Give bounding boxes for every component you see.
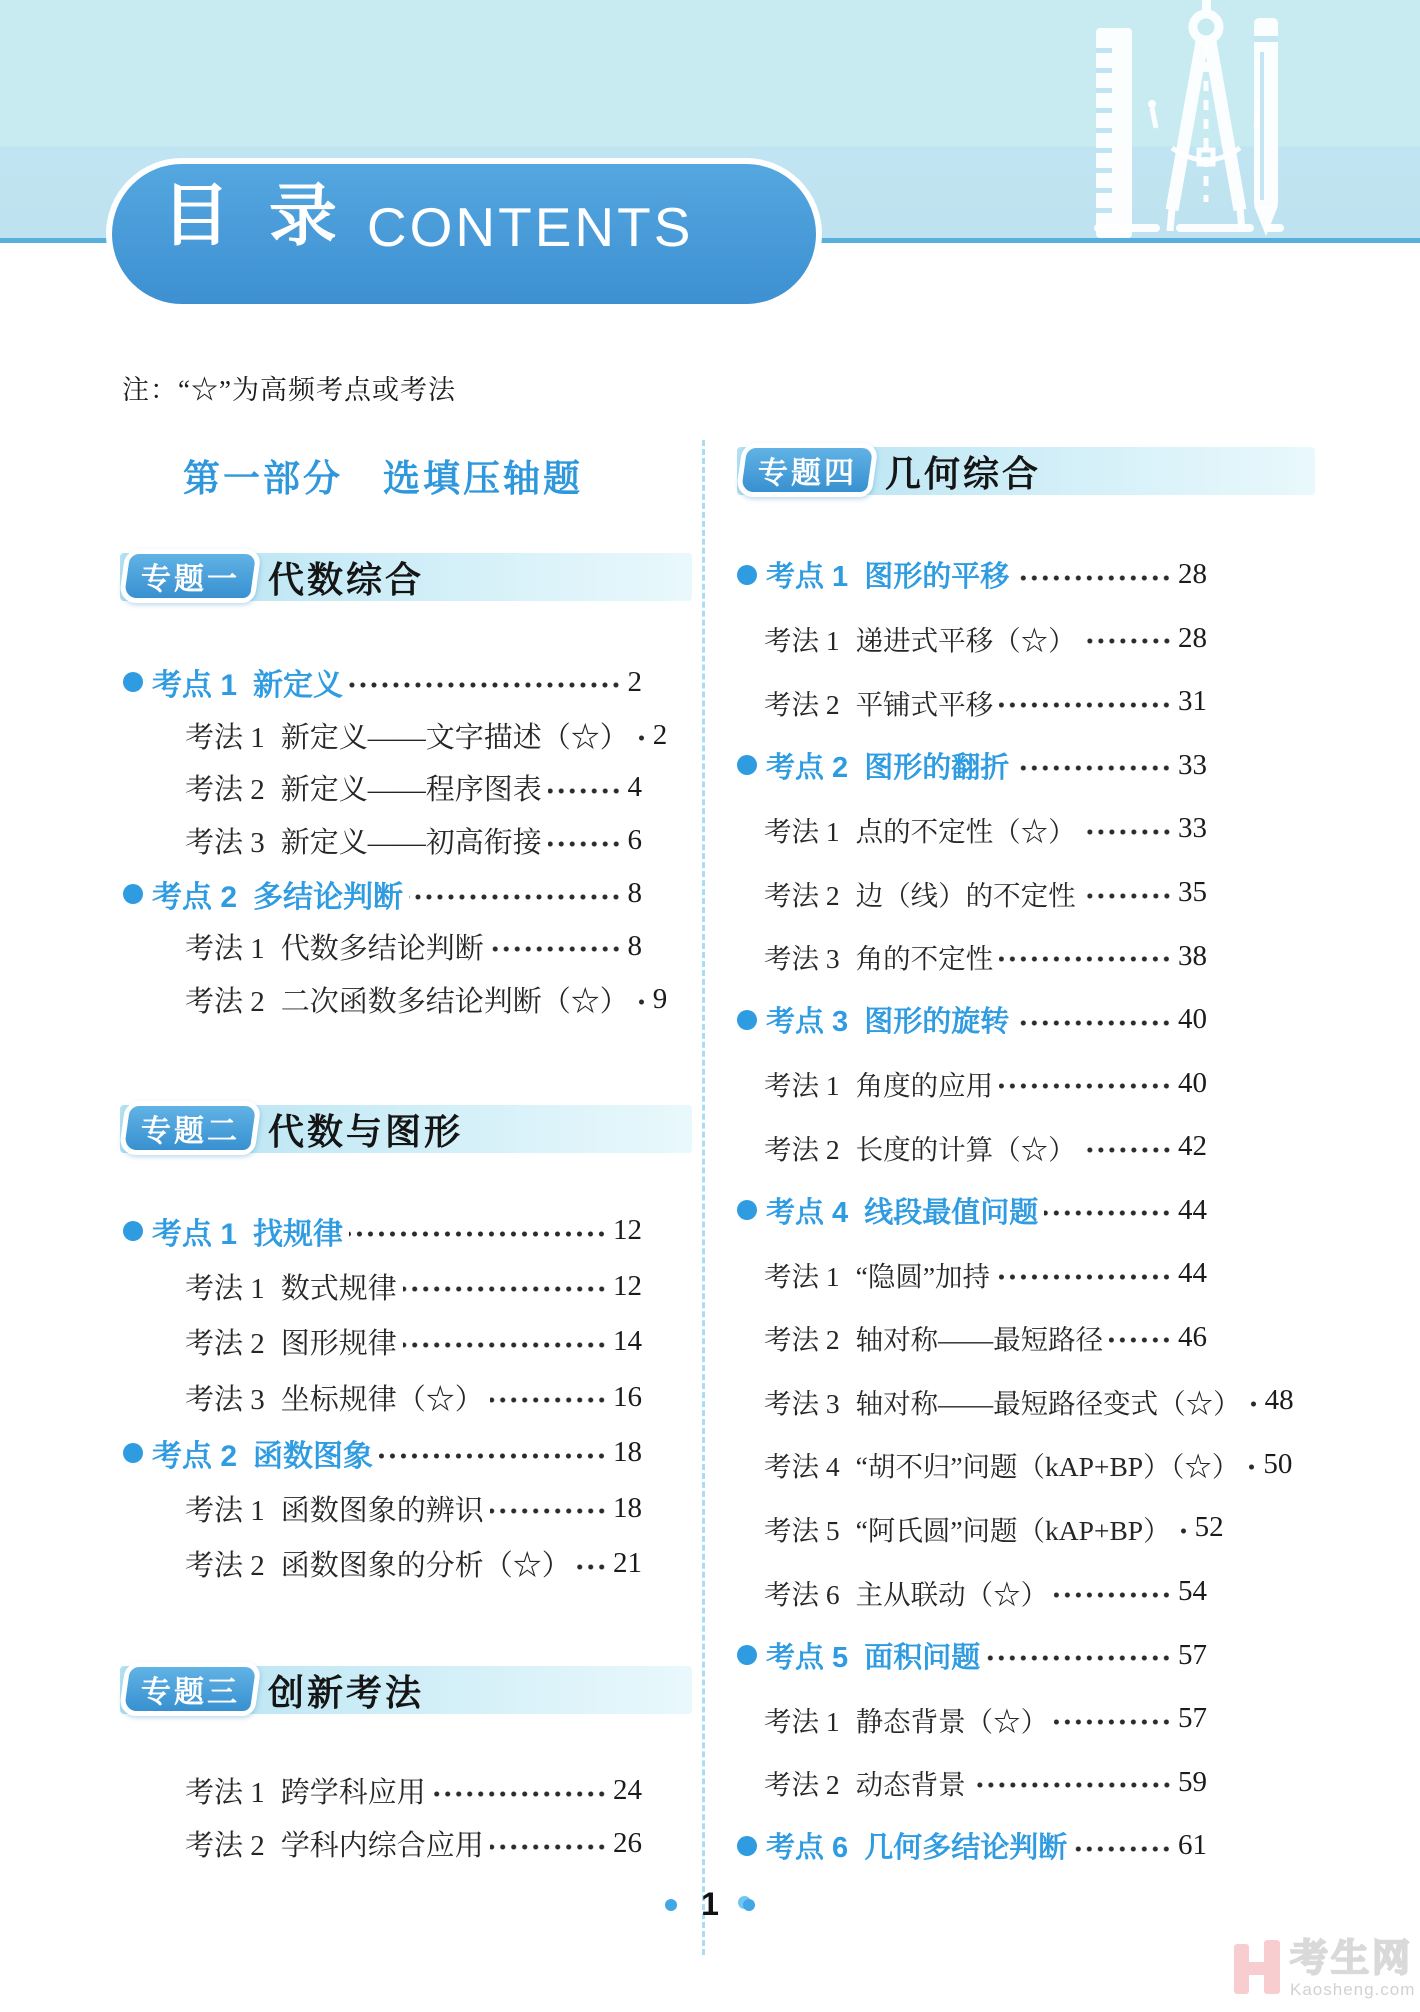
watermark-site-name: 考生网 [1290, 1938, 1414, 1980]
entry-label: 考法 2 [185, 1830, 265, 1862]
dot-leader [986, 1653, 1172, 1663]
entry-label: 考法 1 [764, 1705, 840, 1737]
entry-title: 图形规律 [280, 1328, 397, 1361]
entry-title: 代数多结论判断 [280, 932, 484, 965]
dot-leader [1015, 573, 1172, 583]
entry-label: 考法 1 [764, 1260, 840, 1292]
entry-page: 33 [1178, 812, 1207, 845]
entry-label: 考法 3 [764, 1387, 840, 1419]
toc-entry [737, 924, 1207, 988]
dot-leader [1015, 1018, 1172, 1028]
dot-leader [1082, 636, 1172, 646]
entry-label: 考点 1 [152, 1217, 238, 1251]
toc-entry [123, 1425, 642, 1481]
toc-list-algebra-graph [123, 1203, 642, 1592]
entry-title: 数式规律 [280, 1272, 397, 1305]
entry-page: 54 [1178, 1575, 1207, 1608]
bullet-icon [737, 1836, 757, 1856]
toc-list-innovative [123, 1764, 642, 1870]
entry-page: 33 [1178, 748, 1207, 781]
dot-leader [349, 1229, 607, 1239]
entry-title: 线段最值问题 [864, 1196, 1039, 1229]
entry-page: 28 [1178, 621, 1207, 654]
entry-title: 图形的翻折 [864, 751, 1010, 784]
entry-page: 35 [1178, 876, 1207, 908]
dot-leader [1073, 1844, 1172, 1854]
star-note: 注：“☆”为高频考点或考法 [122, 375, 456, 405]
dot-leader [999, 1081, 1172, 1091]
toc-entry [737, 1560, 1207, 1624]
entry-title: 角的不定性 [855, 943, 994, 975]
entry-title: 坐标规律（☆） [280, 1383, 484, 1416]
toc-entry [123, 709, 668, 762]
dot-leader [1177, 1526, 1189, 1536]
entry-page: 6 [627, 824, 642, 857]
entry-label: 考法 2 [185, 1328, 265, 1361]
toc-entry [737, 861, 1207, 925]
page-number: 1 [701, 1886, 719, 1922]
entry-page: 28 [1178, 558, 1207, 591]
section-badge-label: 专题一 [140, 563, 240, 596]
entry-title: 函数图象的辨识 [280, 1494, 484, 1527]
toc-entry [737, 1306, 1207, 1370]
entry-label: 考法 2 [185, 985, 265, 1018]
section-title: 几何综合 [885, 452, 1042, 494]
entry-page: 12 [613, 1269, 642, 1302]
dot-leader [1109, 1335, 1172, 1345]
contents-title-cn: 目 录 [162, 178, 347, 254]
dot-leader [577, 1562, 607, 1572]
section-badge-label: 专题四 [757, 457, 857, 490]
entry-label: 考点 1 [766, 561, 849, 594]
section-badge-2 [118, 1101, 262, 1155]
dot-leader [490, 944, 622, 954]
entry-label: 考法 2 [764, 879, 840, 911]
toc-entry [123, 920, 642, 973]
entry-label: 考法 3 [764, 943, 840, 975]
toc-entry [123, 1259, 642, 1315]
entry-label: 考法 3 [185, 1383, 265, 1416]
dot-leader [635, 733, 647, 743]
toc-entry [123, 973, 668, 1026]
entry-title: 函数图象 [253, 1439, 374, 1473]
entry-page: 40 [1178, 1066, 1207, 1099]
dot-leader [403, 1284, 607, 1294]
bullet-icon [123, 672, 143, 692]
section-badge-4 [735, 443, 879, 497]
toc-entry [123, 1481, 642, 1537]
dot-leader [490, 1842, 607, 1852]
entry-label: 考点 2 [152, 1439, 238, 1473]
toc-entry [737, 1433, 1293, 1497]
entry-label: 考法 1 [764, 1070, 840, 1102]
entry-title: 多结论判断 [253, 880, 404, 914]
toc-entry [123, 1370, 642, 1426]
entry-label: 考法 1 [764, 815, 840, 847]
dot-leader [349, 680, 621, 690]
dot-leader [1044, 1208, 1172, 1218]
footer-dot-icon [743, 1899, 755, 1911]
bullet-icon [737, 1010, 757, 1030]
entry-title: 新定义——初高衔接 [280, 827, 542, 860]
entry-label: 考点 2 [152, 880, 238, 914]
entry-label: 考点 1 [152, 669, 238, 703]
toc-entry [737, 1750, 1207, 1814]
entry-title: 长度的计算（☆） [855, 1133, 1076, 1165]
part-heading: 第一部分 选填压轴题 [183, 458, 583, 499]
toc-entry [737, 607, 1207, 671]
entry-label: 考点 6 [766, 1832, 849, 1865]
entry-label: 考法 2 [764, 1133, 840, 1165]
entry-label: 考法 2 [764, 1324, 840, 1356]
toc-entry [737, 1115, 1207, 1179]
watermark-site-url: Kaosheng.com [1290, 1980, 1416, 1999]
entry-page: 18 [613, 1436, 642, 1469]
entry-label: 考法 1 [185, 1272, 265, 1305]
entry-page: 57 [1178, 1702, 1207, 1735]
dot-leader [490, 1395, 607, 1405]
dot-leader [1054, 1590, 1172, 1600]
entry-page: 42 [1178, 1130, 1207, 1163]
dot-leader [1245, 1462, 1257, 1472]
entry-label: 考法 3 [185, 827, 265, 860]
entry-title: 面积问题 [864, 1641, 981, 1674]
entry-page: 57 [1178, 1638, 1207, 1671]
toc-entry [737, 1178, 1207, 1242]
entry-label: 考法 2 [185, 774, 265, 807]
entry-page: 50 [1263, 1447, 1293, 1480]
section-banner-3 [120, 1666, 692, 1714]
entry-title: 轴对称——最短路径变式（☆） [855, 1387, 1241, 1419]
entry-title: 主从联动（☆） [855, 1578, 1049, 1610]
toc-entry [123, 1314, 642, 1370]
entry-label: 考法 5 [764, 1514, 840, 1546]
bullet-icon [123, 884, 143, 904]
entry-title: 跨学科应用 [280, 1777, 426, 1809]
dot-leader [1247, 1399, 1259, 1409]
toc-entry [737, 1687, 1207, 1751]
entry-page: 46 [1178, 1320, 1207, 1353]
toc-entry [737, 797, 1207, 861]
toc-entry [123, 656, 642, 709]
section-banner-1 [120, 553, 692, 601]
section-title: 代数综合 [268, 558, 425, 600]
column-divider [702, 440, 705, 1955]
dot-leader [409, 892, 621, 902]
dot-leader [996, 1272, 1172, 1282]
entry-page: 8 [627, 877, 642, 910]
toc-entry [737, 1051, 1207, 1115]
dot-leader [1082, 891, 1172, 901]
entry-title: 函数图象的分析（☆） [280, 1550, 571, 1583]
contents-title-en: CONTENTS [366, 196, 694, 258]
toc-entry [123, 762, 642, 815]
toc-list-geometry [737, 543, 1294, 1877]
entry-page: 18 [613, 1491, 642, 1524]
entry-label: 考法 1 [185, 721, 265, 754]
entry-page: 14 [613, 1325, 642, 1358]
entry-label: 考法 2 [764, 1769, 840, 1801]
entry-page: 2 [627, 665, 642, 698]
toc-entry [737, 670, 1207, 734]
toc-entry [737, 1496, 1224, 1560]
entry-title: 点的不定性（☆） [855, 815, 1076, 847]
entry-page: 31 [1178, 685, 1207, 718]
entry-title: 动态背景 [855, 1769, 966, 1801]
toc-entry [737, 734, 1207, 798]
entry-title: “胡不归”问题（kAP+BP）（☆） [855, 1451, 1240, 1483]
kaosheng-watermark [1234, 1940, 1415, 1998]
page-footer [610, 1886, 810, 1923]
bullet-icon [737, 755, 757, 775]
toc-entry [123, 1817, 642, 1870]
entry-title: 几何多结论判断 [864, 1832, 1068, 1865]
entry-page: 38 [1178, 939, 1207, 972]
entry-title: 静态背景（☆） [855, 1705, 1049, 1737]
toc-entry [123, 1764, 642, 1817]
entry-title: 新定义——程序图表 [280, 774, 542, 807]
entry-page: 52 [1194, 1511, 1224, 1544]
entry-page: 8 [627, 929, 642, 962]
section-badge-label: 专题二 [140, 1115, 240, 1148]
entry-page: 2 [652, 718, 668, 751]
entry-title: 轴对称——最短路径 [855, 1324, 1104, 1356]
entry-label: 考法 1 [764, 625, 840, 657]
entry-label: 考法 2 [764, 688, 840, 720]
entry-page: 48 [1264, 1384, 1294, 1417]
bullet-icon [123, 1443, 143, 1463]
entry-label: 考点 2 [766, 751, 849, 784]
dot-leader [999, 954, 1172, 964]
entry-title: 递进式平移（☆） [855, 625, 1076, 657]
entry-label: 考法 6 [764, 1578, 840, 1610]
section-badge-3 [118, 1662, 262, 1716]
entry-label: 考法 1 [185, 1777, 265, 1809]
dot-leader [635, 997, 647, 1007]
toc-list-algebra [123, 656, 668, 1026]
dot-leader [999, 700, 1172, 710]
section-badge-1 [118, 549, 262, 603]
entry-label: 考法 1 [185, 1494, 265, 1527]
entry-title: 学科内综合应用 [280, 1830, 484, 1862]
entry-title: 新定义——文字描述（☆） [280, 721, 629, 754]
entry-page: 40 [1178, 1003, 1207, 1036]
section-banner-4 [737, 447, 1315, 495]
entry-title: “隐圆”加持 [855, 1260, 991, 1292]
toc-entry [737, 1242, 1207, 1306]
entry-title: 角度的应用 [855, 1070, 994, 1102]
entry-label: 考法 1 [185, 932, 265, 965]
dot-leader [548, 786, 622, 796]
entry-label: 考点 4 [766, 1196, 849, 1229]
dot-leader [432, 1789, 607, 1799]
entry-page: 44 [1178, 1193, 1207, 1226]
dot-leader [1054, 1717, 1172, 1727]
section-title: 创新考法 [268, 1671, 425, 1713]
entry-page: 44 [1178, 1257, 1207, 1290]
toc-entry [123, 1203, 642, 1259]
toc-entry [123, 1536, 642, 1592]
entry-title: 新定义 [253, 669, 344, 703]
toc-entry [123, 814, 642, 867]
entry-title: 图形的旋转 [864, 1006, 1010, 1039]
dot-leader [548, 839, 622, 849]
entry-title: 边（线）的不定性 [855, 879, 1076, 911]
entry-page: 24 [613, 1774, 642, 1806]
dot-leader [1015, 763, 1172, 773]
entry-page: 59 [1178, 1765, 1207, 1798]
contents-banner [106, 158, 822, 310]
entry-label: 考点 3 [766, 1006, 849, 1039]
entry-title: 找规律 [253, 1217, 344, 1251]
dot-leader [490, 1506, 607, 1516]
bullet-icon [737, 565, 757, 585]
dot-leader [403, 1340, 607, 1350]
toc-entry [123, 867, 642, 920]
section-title: 代数与图形 [268, 1110, 464, 1152]
entry-page: 26 [613, 1827, 642, 1859]
bullet-icon [737, 1200, 757, 1220]
toc-entry [737, 988, 1207, 1052]
dot-leader [1082, 1145, 1172, 1155]
entry-label: 考点 5 [766, 1641, 849, 1674]
entry-title: 二次函数多结论判断（☆） [280, 985, 629, 1018]
ruler-compass-pencil-icon [1088, 0, 1292, 238]
section-badge-label: 专题三 [140, 1676, 240, 1709]
dot-leader [972, 1780, 1172, 1790]
bullet-icon [737, 1645, 757, 1665]
entry-page: 16 [613, 1380, 642, 1413]
footer-dot-icon [665, 1899, 677, 1911]
toc-entry [737, 543, 1207, 607]
toc-entry [737, 1369, 1294, 1433]
entry-page: 12 [613, 1214, 642, 1247]
entry-page: 61 [1178, 1829, 1207, 1862]
toc-entry [737, 1623, 1207, 1687]
dot-leader [1082, 827, 1172, 837]
section-banner-2 [120, 1105, 692, 1153]
entry-page: 21 [613, 1547, 642, 1580]
entry-label: 考法 2 [185, 1550, 265, 1583]
entry-title: 平铺式平移 [855, 688, 994, 720]
entry-page: 4 [627, 771, 642, 804]
entry-title: 图形的平移 [864, 561, 1010, 594]
entry-title: “阿氏圆”问题（kAP+BP） [855, 1514, 1171, 1546]
toc-entry [737, 1814, 1207, 1878]
kaosheng-logo-icon [1234, 1940, 1280, 1994]
bullet-icon [123, 1221, 143, 1241]
entry-label: 考法 4 [764, 1451, 840, 1483]
entry-page: 9 [652, 982, 668, 1015]
dot-leader [379, 1451, 607, 1461]
